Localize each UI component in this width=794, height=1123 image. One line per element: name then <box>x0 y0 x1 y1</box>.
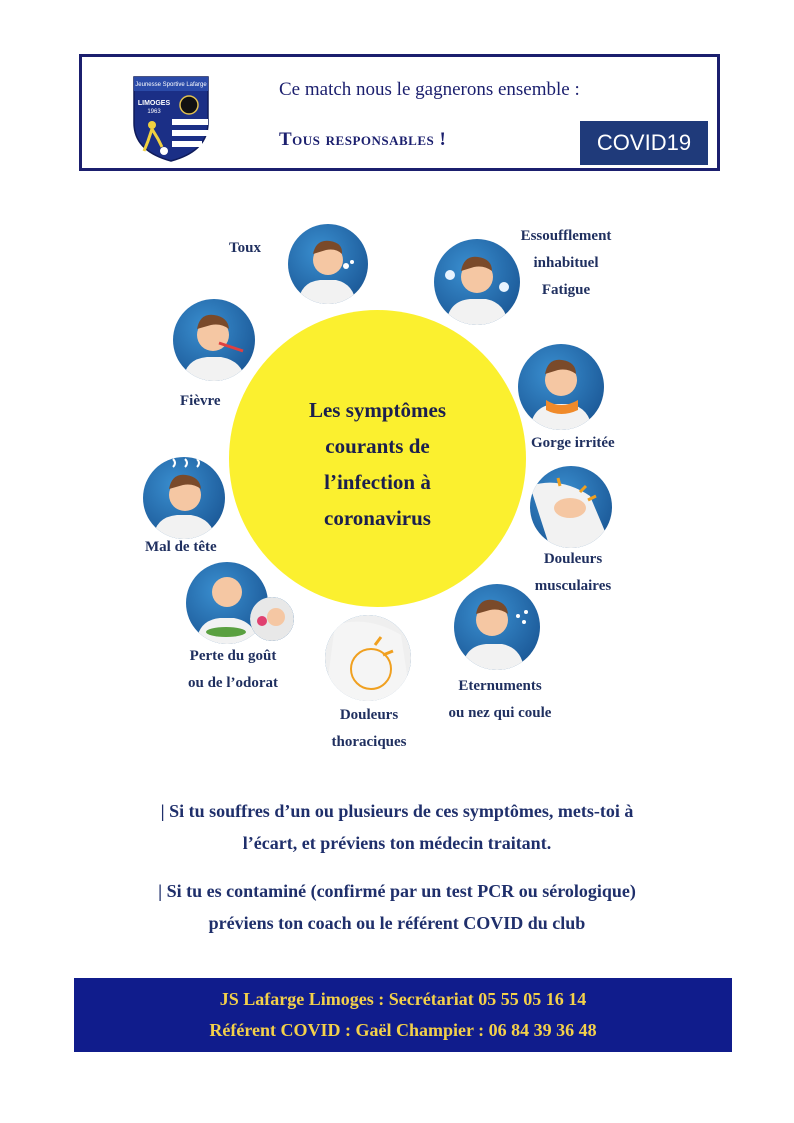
svg-text:LIMOGES: LIMOGES <box>137 100 171 107</box>
label-essoufflement: Essoufflement inhabituel Fatigue <box>520 228 612 298</box>
sore-throat-icon <box>518 344 604 430</box>
central-circle <box>229 310 526 607</box>
club-crest-logo <box>132 75 210 163</box>
label-perte-gout: Perte du goût ou de l’odorat <box>188 648 278 691</box>
chest-pain-icon <box>325 615 411 701</box>
label-eternuments: Eternuments ou nez qui coule <box>448 678 552 721</box>
headache-icon <box>143 457 225 539</box>
label-toux: Toux <box>229 240 261 256</box>
contact-footer <box>74 978 732 1052</box>
header-box <box>79 54 720 171</box>
label-douleurs-musculaires: Douleurs musculaires <box>534 551 612 594</box>
fever-icon <box>173 299 255 381</box>
label-douleurs-thoraciques: Douleurs thoraciques <box>331 707 407 750</box>
svg-text:1963: 1963 <box>147 109 161 115</box>
central-title: Les symptômes courants de l’infection à coronavirus <box>308 398 447 530</box>
footer-referent: Référent COVID : Gaël Champier : 06 84 39 36 48 <box>209 1020 597 1040</box>
advice-symptoms: | Si tu souffres d’un ou plusieurs de ces symptômes, mets-toi à l’écart, et préviens ton médecin traitant. <box>160 801 634 853</box>
header-subtitle: Tous responsables ! <box>279 129 447 150</box>
label-gorge: Gorge irritée <box>531 435 615 451</box>
label-fievre: Fièvre <box>180 393 221 409</box>
svg-text:Jeunesse Sportive Lafarge: Jeunesse Sportive Lafarge <box>135 82 207 88</box>
cough-icon <box>288 224 368 304</box>
header-slogan: Ce match nous le gagnerons ensemble : <box>279 79 580 100</box>
flower-smell-icon <box>250 597 294 641</box>
label-mal-de-tete: Mal de tête <box>145 539 217 555</box>
covid19-badge: COVID19 <box>580 121 708 165</box>
footer-secretariat: JS Lafarge Limoges : Secrétariat 05 55 05 16 14 <box>219 989 587 1009</box>
muscle-pain-icon <box>530 466 612 548</box>
advice-contaminated: | Si tu es contaminé (confirmé par un test PCR ou sérologique) préviens ton coach ou le référent COVID du club <box>158 881 636 933</box>
